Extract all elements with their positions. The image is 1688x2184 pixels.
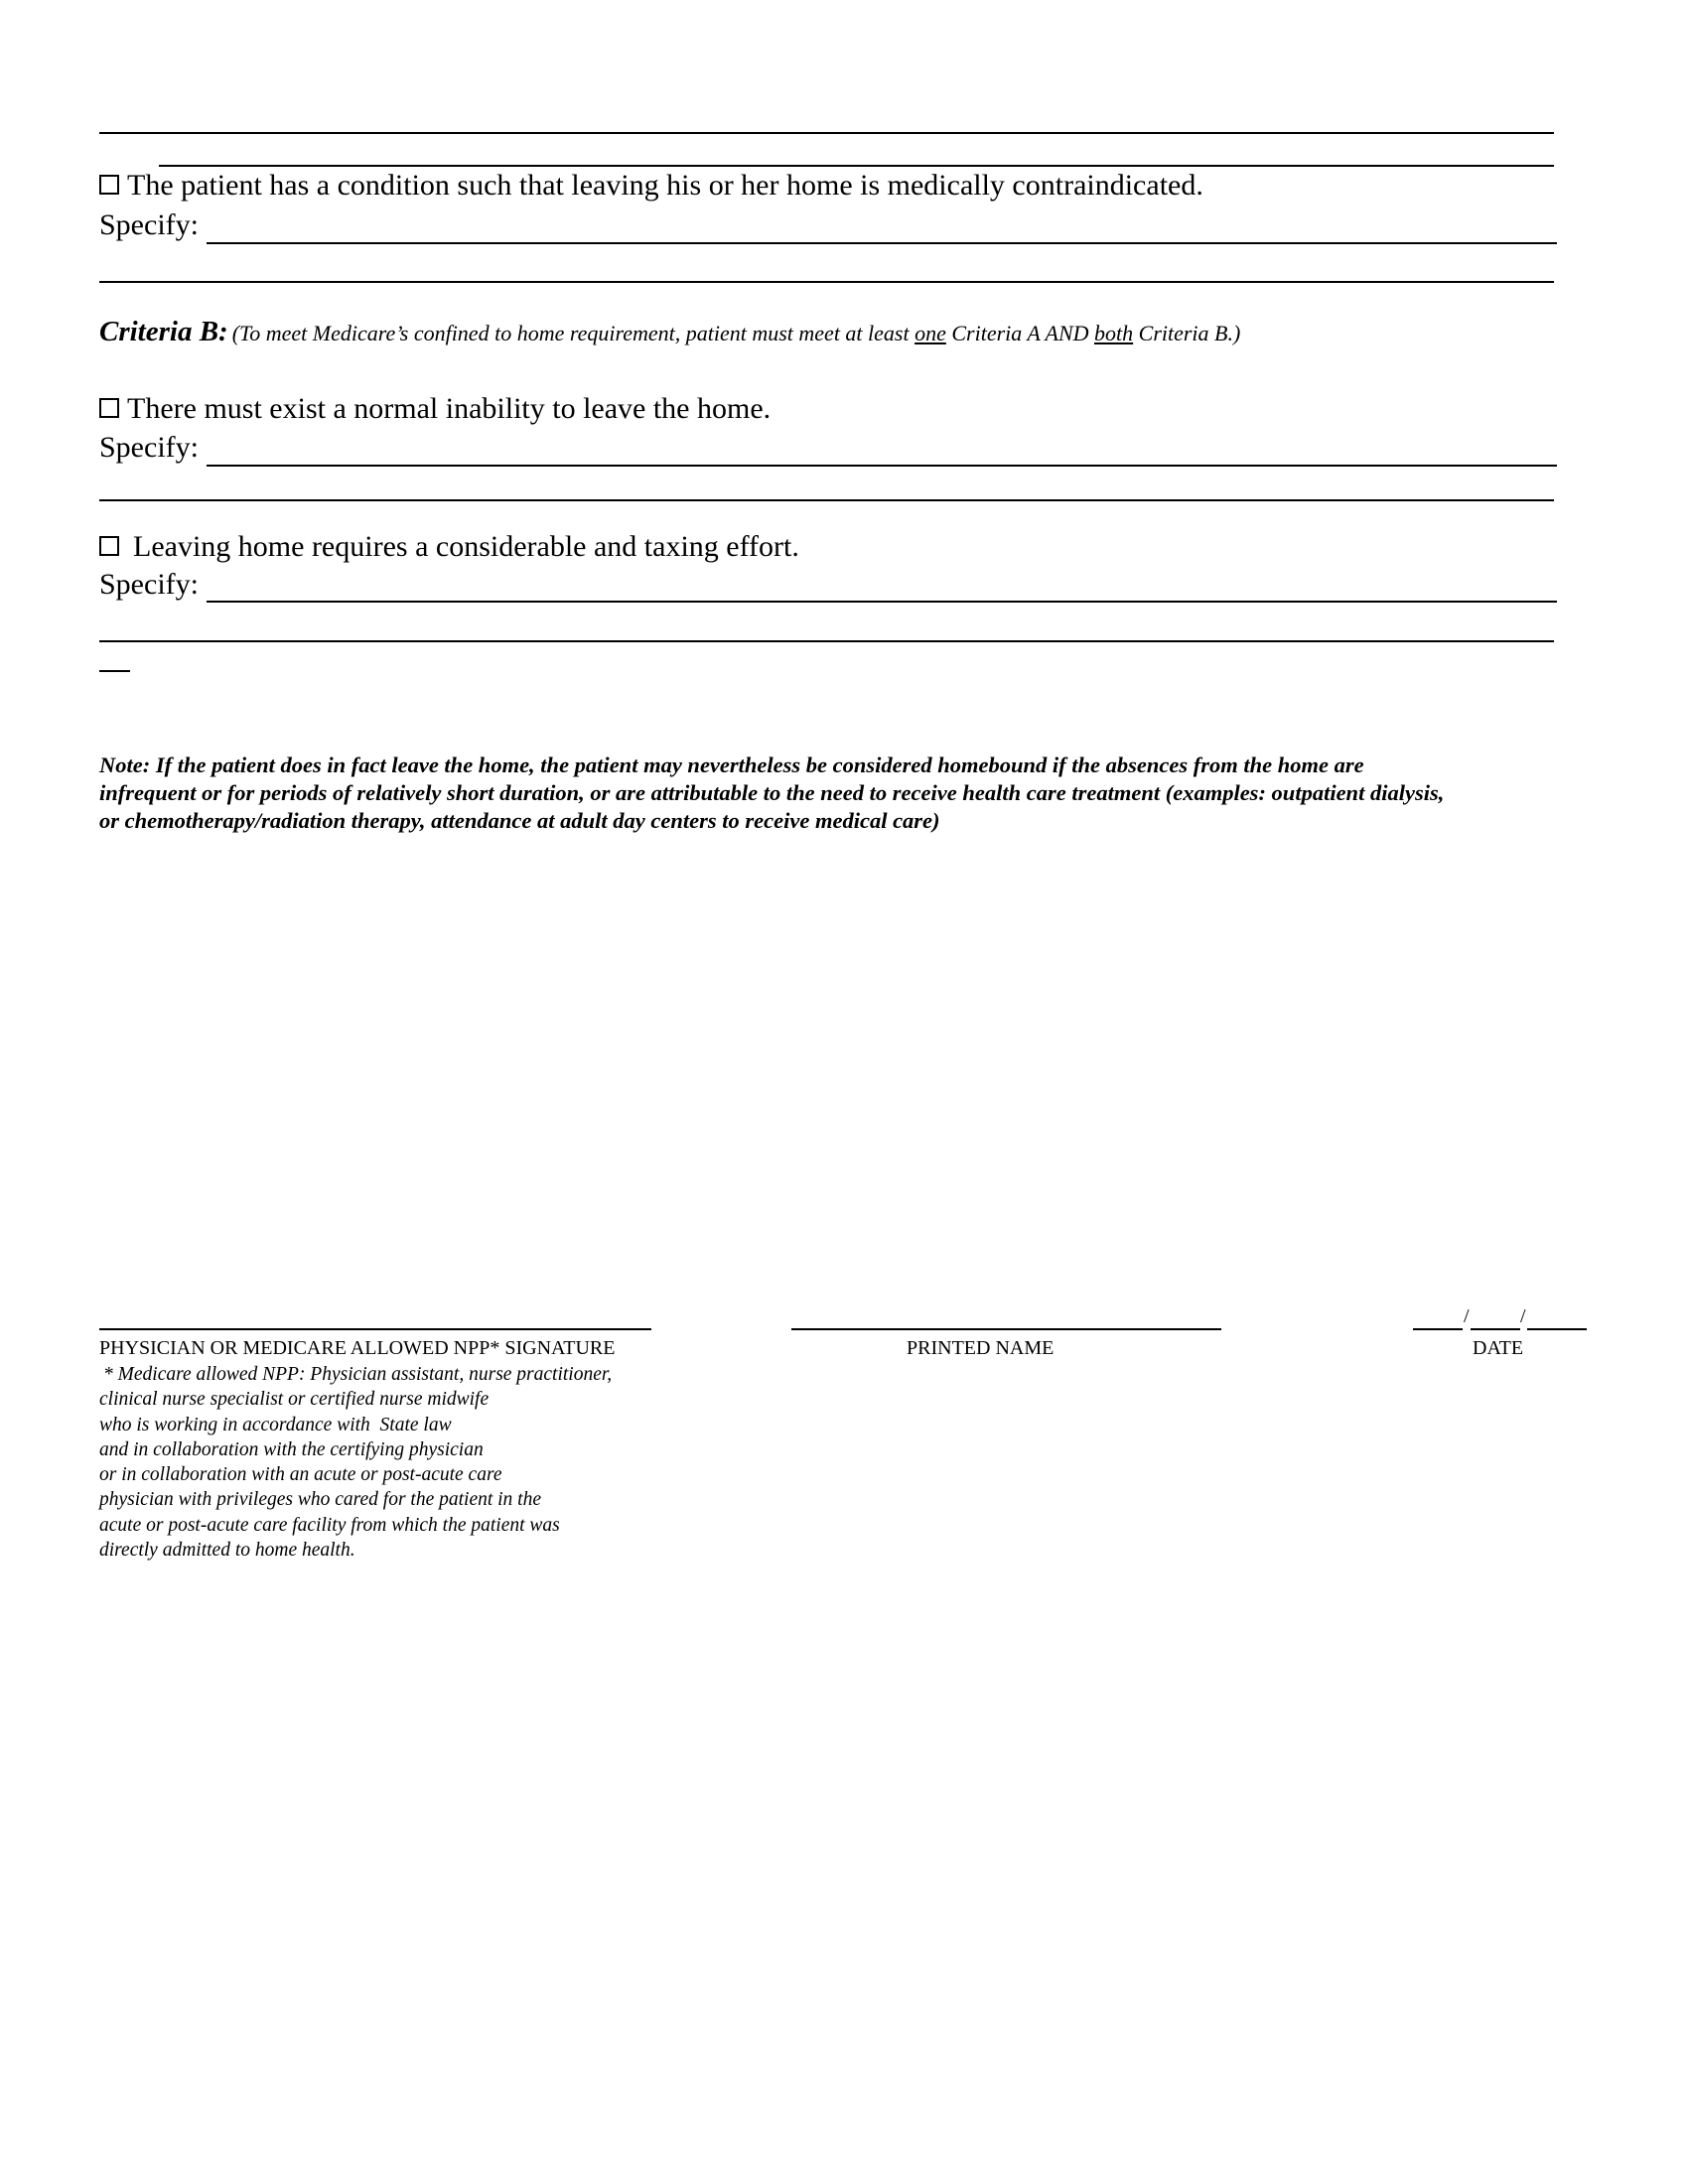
checkbox-taxing-effort[interactable] [99,536,119,556]
checkbox-contraindicated[interactable] [99,175,119,195]
footnote-line: clinical nurse specialist or certified nurse midwife [99,1389,490,1411]
printed-name-label: PRINTED NAME [907,1337,1055,1359]
footnote-line: or in collaboration with an acute or post-acute care [99,1464,502,1486]
specify-field-taxing-effort-line-3[interactable] [99,670,130,672]
footnote-line: physician with privileges who cared for the patient in the [99,1489,542,1511]
signature-label: PHYSICIAN OR MEDICARE ALLOWED NPP* SIGNATURE [99,1337,616,1359]
item-label: There must exist a normal inability to leave the home. [127,392,772,425]
footnote-line: and in collaboration with the certifying physician [99,1438,484,1460]
specify-label: Specify: [99,568,199,601]
criteria-b-item-inability [99,394,771,424]
footnote-line: directly admitted to home health. [99,1540,355,1562]
checkbox-inability[interactable] [99,398,119,418]
criteria-b-heading: Criteria B: [99,316,228,347]
date-label: DATE [1473,1337,1524,1359]
npp-footnote [99,1362,612,1563]
specify-field-inability-line-2[interactable] [99,499,1554,501]
printed-name-field[interactable] [791,1328,1221,1330]
specify-label: Specify: [99,208,199,241]
specify-field-contraindicated[interactable] [207,242,1557,244]
instruction-text-1: To meet Medicare’s confined to home requirement, patient must meet at least [239,321,915,345]
date-year-field[interactable] [1527,1328,1587,1330]
paren-open: ( [231,321,240,345]
continuation-line[interactable] [99,132,1554,134]
specify-field-taxing-effort[interactable] [207,601,1557,603]
signature-field[interactable] [99,1328,651,1330]
date-separator: / [1464,1305,1470,1327]
note-line: or chemotherapy/radiation therapy, attendance at adult day centers to receive medical care) [99,808,940,833]
instruction-underlined-both: both [1094,321,1134,345]
criteria-b-heading-row [99,316,1240,348]
note-line: Note: If the patient does in fact leave the home, the patient may nevertheless be considered homebound if the absences from the home are [99,752,1364,777]
footnote-line: who is working in accordance with State law [99,1414,452,1435]
continuation-line[interactable] [159,165,1554,167]
instruction-underlined-one: one [914,321,946,345]
item-label: The patient has a condition such that leaving his or her home is medically contraindicated. [127,169,1203,202]
instruction-text-3: Criteria B.) [1133,321,1241,345]
date-day-field[interactable] [1471,1328,1520,1330]
specify-field-contraindicated-line-2[interactable] [99,281,1554,283]
footnote-line: acute or post-acute care facility from which the patient was [99,1514,560,1536]
specify-field-inability[interactable] [207,465,1557,467]
instruction-text-2: Criteria A AND [945,321,1095,345]
criteria-a-contraindicated-item [99,171,1203,201]
date-month-field[interactable] [1413,1328,1463,1330]
specify-field-taxing-effort-line-2[interactable] [99,640,1554,642]
date-separator: / [1520,1305,1526,1327]
footnote-line: * Medicare allowed NPP: Physician assistant, nurse practitioner, [103,1364,613,1385]
specify-label: Specify: [99,431,199,464]
item-label: Leaving home requires a considerable and taxing effort. [133,530,799,563]
criteria-b-instruction [232,321,1241,345]
criteria-b-item-taxing-effort [99,532,799,562]
note-line: infrequent or for periods of relatively short duration, or are attributable to the need to receive health care treatment (examples: outpatient dialysis, [99,780,1445,805]
homebound-note [99,749,1444,838]
